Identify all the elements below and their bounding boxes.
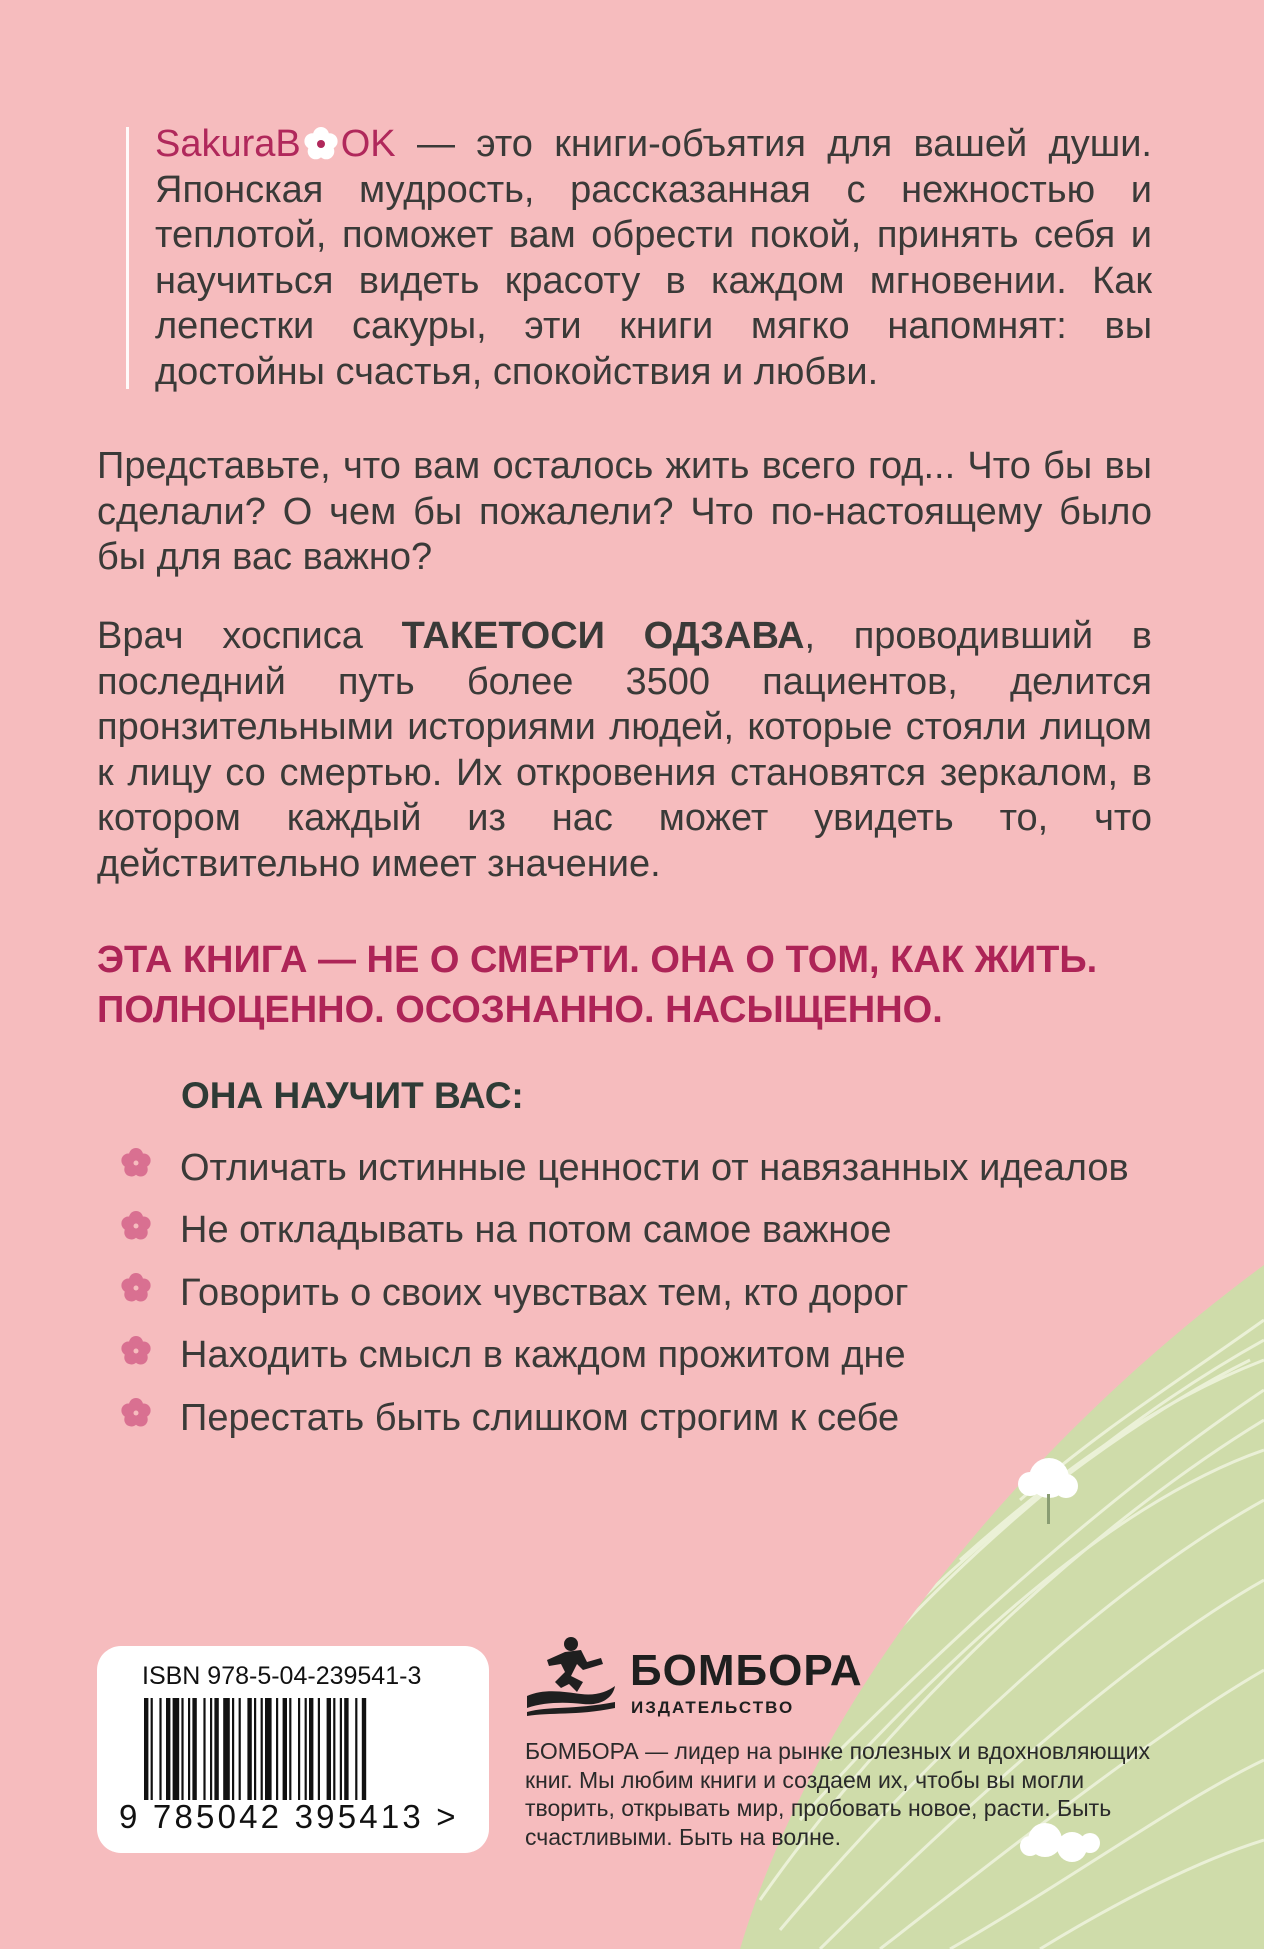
slogan	[97, 935, 1177, 1035]
list-item	[118, 1325, 1129, 1388]
author-prefix: Врач хосписа	[97, 615, 402, 657]
barcode-bar	[173, 1698, 180, 1800]
flower-bullet-icon	[118, 1208, 154, 1244]
isbn-label: ISBN 978-5-04-239541-3	[142, 1662, 422, 1690]
barcode-bar	[261, 1698, 263, 1800]
list-item	[118, 1262, 1129, 1325]
barcode-bar	[318, 1698, 320, 1800]
barcode-bar	[159, 1698, 161, 1800]
barcode-bar	[283, 1698, 287, 1800]
author-text: , проводивший в последний путь более 3500 пациентов, делится пронзительными историями людей, которые стояли лицом к лицу со смертью. Их откровения становятся зеркалом, в котором каждый из нас может увидеть то, что действительно имеет значение.	[97, 615, 1152, 885]
list-item	[118, 1387, 1129, 1450]
list-item-text: Говорить о своих чувствах тем, кто дорог	[180, 1271, 909, 1314]
list-item-text: Перестать быть слишком строгим к себе	[180, 1396, 900, 1439]
barcode-bar	[333, 1698, 335, 1800]
sakura-flower-icon	[303, 126, 339, 162]
list-heading: ОНА НАУЧИТ ВАС:	[181, 1075, 524, 1116]
barcode-bar	[192, 1698, 196, 1800]
barcode-bar	[362, 1698, 366, 1800]
publisher-subtitle: ИЗДАТЕЛЬСТВО	[631, 1698, 795, 1717]
barcode-bar	[355, 1698, 357, 1800]
publisher-description: БОМБОРА — лидер на рынке полезных и вдохновляющих книг. Мы любим книги и создаем их, чтобы вы могли творить, открывать мир, пробовать новое, расти. Быть счастливыми. Быть на волне.	[525, 1738, 1150, 1850]
barcode-bar	[181, 1698, 183, 1800]
barcode-bar	[166, 1698, 170, 1800]
paragraph-author	[97, 614, 1152, 887]
intro-paragraph	[155, 122, 1152, 395]
author-name: ТАКЕТОСИ ОДЗАВА	[401, 615, 805, 657]
flower-bullet-icon	[118, 1395, 154, 1431]
barcode-bar	[203, 1698, 205, 1800]
flower-bullet-icon	[118, 1333, 154, 1369]
barcode-bar	[327, 1698, 331, 1800]
barcode-bar	[188, 1698, 190, 1800]
barcode-bar	[239, 1698, 241, 1800]
barcode-image	[144, 1698, 440, 1800]
barcode-bar	[289, 1698, 291, 1800]
barcode-bar	[223, 1698, 230, 1800]
slogan-line-2: ПОЛНОЦЕННО. ОСОЗНАННО. НАСЫЩЕННО.	[97, 989, 943, 1031]
benefits-list	[118, 1137, 1129, 1450]
flower-bullet-icon	[118, 1270, 154, 1306]
slogan-line-1: ЭТА КНИГА — НЕ О СМЕРТИ. ОНА О ТОМ, КАК ЖИТЬ.	[97, 939, 1098, 981]
barcode-bar	[247, 1698, 251, 1800]
isbn-digits: 9 785042 395413 >	[119, 1798, 459, 1835]
brand-name-part2: OK	[340, 123, 396, 165]
intro-quote-bar	[126, 127, 129, 389]
barcode-bar	[298, 1698, 300, 1800]
brand-name-part1: SakuraB	[155, 123, 301, 165]
list-item	[118, 1200, 1129, 1263]
barcode-bar	[232, 1698, 234, 1800]
barcode-bar	[214, 1698, 218, 1800]
barcode-bar	[309, 1698, 313, 1800]
barcode-bar	[340, 1698, 342, 1800]
publisher-name: БОМБОРА	[630, 1646, 863, 1695]
intro-text: — это книги-объятия для вашей души. Японская мудрость, рассказанная с нежностью и теплотой, поможет вам обрести покой, принять себя и научиться видеть красоту в каждом мгновении. Как лепестки сакуры, эти книги мягко напомнят: вы достойны счастья, спокойствия и любви.	[155, 123, 1152, 393]
barcode-bar	[276, 1698, 278, 1800]
list-item-text: Находить смысл в каждом прожитом дне	[180, 1334, 906, 1377]
barcode-bar	[210, 1698, 212, 1800]
barcode-bar	[144, 1698, 148, 1800]
barcode-bar	[265, 1698, 272, 1800]
barcode-bar	[254, 1698, 256, 1800]
bombora-surfer-logo-icon	[525, 1636, 617, 1716]
barcode-bar	[344, 1698, 348, 1800]
list-item-text: Не откладывать на потом самое важное	[180, 1209, 892, 1252]
flower-bullet-icon	[118, 1145, 154, 1181]
list-item-text: Отличать истинные ценности от навязанных идеалов	[180, 1146, 1129, 1189]
paragraph-question: Представьте, что вам осталось жить всего год... Что бы вы сделали? О чем бы пожалели? Что по-настоящему было бы для вас важно?	[97, 445, 1152, 578]
isbn-barcode-box	[97, 1646, 489, 1853]
list-item	[118, 1137, 1129, 1200]
barcode-bar	[305, 1698, 307, 1800]
barcode-bar	[151, 1698, 153, 1800]
